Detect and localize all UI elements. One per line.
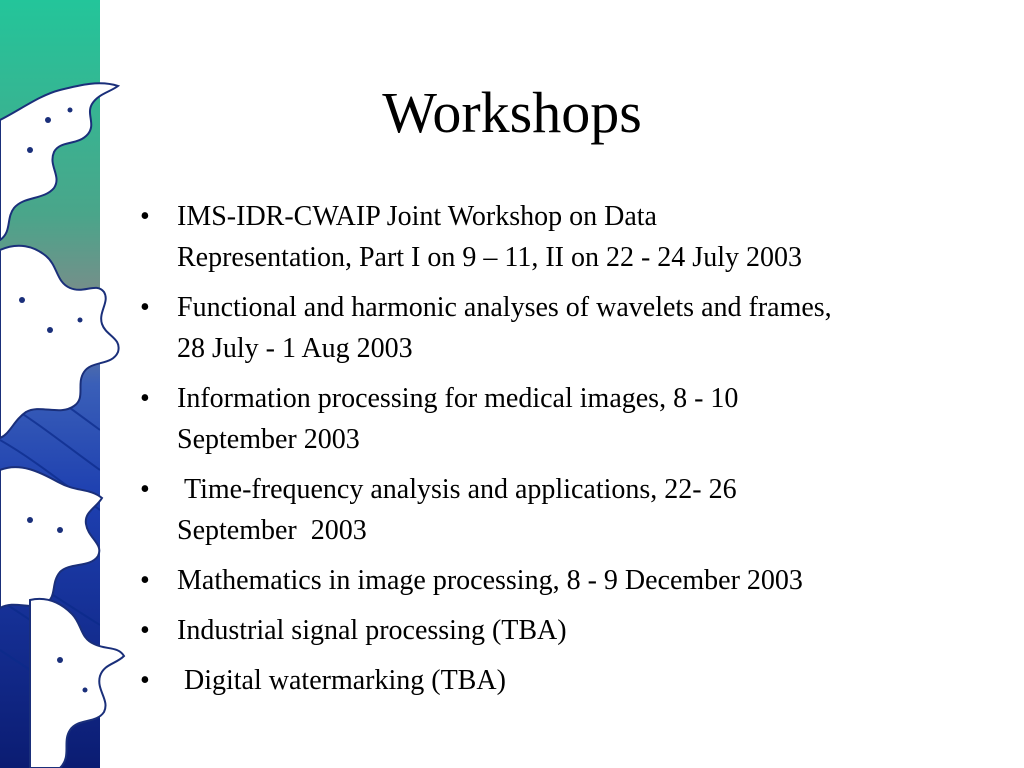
list-item	[140, 287, 1000, 369]
list-item-text: Information processing for medical images, 8 - 10 September 2003	[177, 383, 739, 455]
slide-title: Workshops	[382, 80, 642, 145]
bullet-icon: •	[140, 665, 150, 696]
list-item-text: IMS-IDR-CWAIP Joint Workshop on Data Representation, Part I on 9 – 11, II on 22 - 24 July 2003	[177, 201, 802, 273]
wave-decoration-image	[0, 0, 100, 768]
list-item-text: Industrial signal processing (TBA)	[177, 615, 567, 646]
bullet-icon: •	[140, 565, 150, 596]
list-item	[140, 378, 1000, 460]
list-item	[140, 469, 1000, 551]
bullet-icon: •	[140, 383, 150, 414]
list-item	[140, 660, 1000, 701]
bullet-icon: •	[140, 292, 150, 323]
list-item-text: Functional and harmonic analyses of wavelets and frames, 28 July - 1 Aug 2003	[177, 292, 832, 364]
workshop-list	[140, 196, 1000, 710]
bullet-icon: •	[140, 615, 150, 646]
list-item-text: Digital watermarking (TBA)	[177, 665, 506, 696]
list-item-text: Mathematics in image processing, 8 - 9 December 2003	[177, 565, 803, 596]
list-item	[140, 610, 1000, 651]
list-item	[140, 196, 1000, 278]
bullet-icon: •	[140, 201, 150, 232]
bullet-icon: •	[140, 474, 150, 505]
list-item-text: Time-frequency analysis and applications, 22- 26 September 2003	[177, 474, 737, 546]
list-item	[140, 560, 1000, 601]
